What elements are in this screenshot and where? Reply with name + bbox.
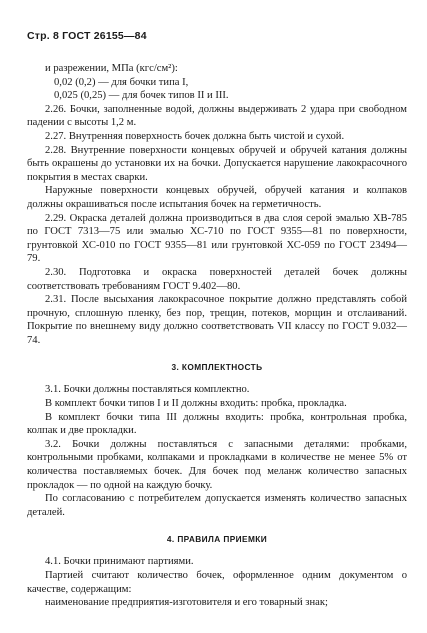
clause-2-28: 2.28. Внутренние поверхности концевых обручей и обручей катания должны быть окрашены до установки их на бочки. Допускается нарушение лакокрасочного покрытия в местах сварки. — [27, 144, 407, 183]
section-4-heading: 4. ПРАВИЛА ПРИЕМКИ — [166, 534, 268, 545]
clause-3-2: 3.2. Бочки должны поставляться с запасными деталями: пробками, контрольными пробками, колпаками и прокладками в количестве не менее 5% от количества поставляемых бочек. Для бочек под меланж количество запасных прокладок — по одной на каждую бочку. — [27, 438, 407, 491]
section-3-heading: 3. КОМПЛЕКТНОСТЬ — [171, 362, 263, 373]
clause-3-1-types-1-2: В комплект бочки типов I и II должны входить: пробка, прокладка. — [45, 398, 347, 410]
pressure-intro: и разрежении, МПа (кгс/см²): — [45, 63, 178, 74]
page-header: Стр. 8 ГОСТ 26155—84 — [27, 30, 147, 42]
clause-3-1: 3.1. Бочки должны поставляться комплектно. — [45, 384, 250, 396]
clause-2-26: 2.26. Бочки, заполненные водой, должны выдерживать 2 удара при свободном падении с высоты 1,2 м. — [27, 103, 407, 129]
clause-3-2-agreement: По согласованию с потребителем допускается изменять количество запасных деталей. — [27, 493, 407, 518]
pressure-type-2-3: 0,025 (0,25) — для бочек типов II и III. — [54, 90, 229, 102]
clause-4-1: 4.1. Бочки принимают партиями. — [45, 556, 194, 568]
clause-2-27: 2.27. Внутренняя поверхность бочек должна быть чистой и сухой. — [45, 130, 345, 142]
clause-3-1-type-3: В комплект бочки типа III должны входить: пробка, контрольная пробка, колпак и две прокладки. — [27, 411, 407, 437]
clause-2-31: 2.31. После высыхания лакокрасочное покрытие должно представлять собой прочную, сплошную пленку, без пор, трещин, потеков, морщин и отслаиваний. Покрытие по внешнему виду должно соответствовать VII классу по ГОСТ 9.032—74. — [27, 294, 407, 346]
clause-2-29: 2.29. Окраска деталей должна производиться в два слоя серой эмалью ХВ-785 по ГОСТ 7313—75 или эмалью ХС-710 по ГОСТ 9355—81 по поверхности, грунтовкой ХС-010 по ГОСТ 9355—81 или грунтовкой ХС-059 по ГОСТ 23494—79. — [27, 212, 407, 265]
clause-4-1-manufacturer: наименование предприятия-изготовителя и его товарный знак; — [45, 597, 328, 609]
pressure-type-1: 0,02 (0,2) — для бочки типа I, — [54, 76, 189, 88]
clause-2-28-continued: Наружные поверхности концевых обручей, обручей катания и колпаков должны окрашиваться после испытания бочек на герметичность. — [27, 185, 407, 210]
clause-4-1-batch: Партией считают количество бочек, оформленное одним документом о качестве, содержащим: — [27, 570, 407, 595]
clause-2-30: 2.30. Подготовка и окраска поверхностей деталей бочек должны соответствовать требованиям ГОСТ 9.402—80. — [27, 266, 407, 292]
